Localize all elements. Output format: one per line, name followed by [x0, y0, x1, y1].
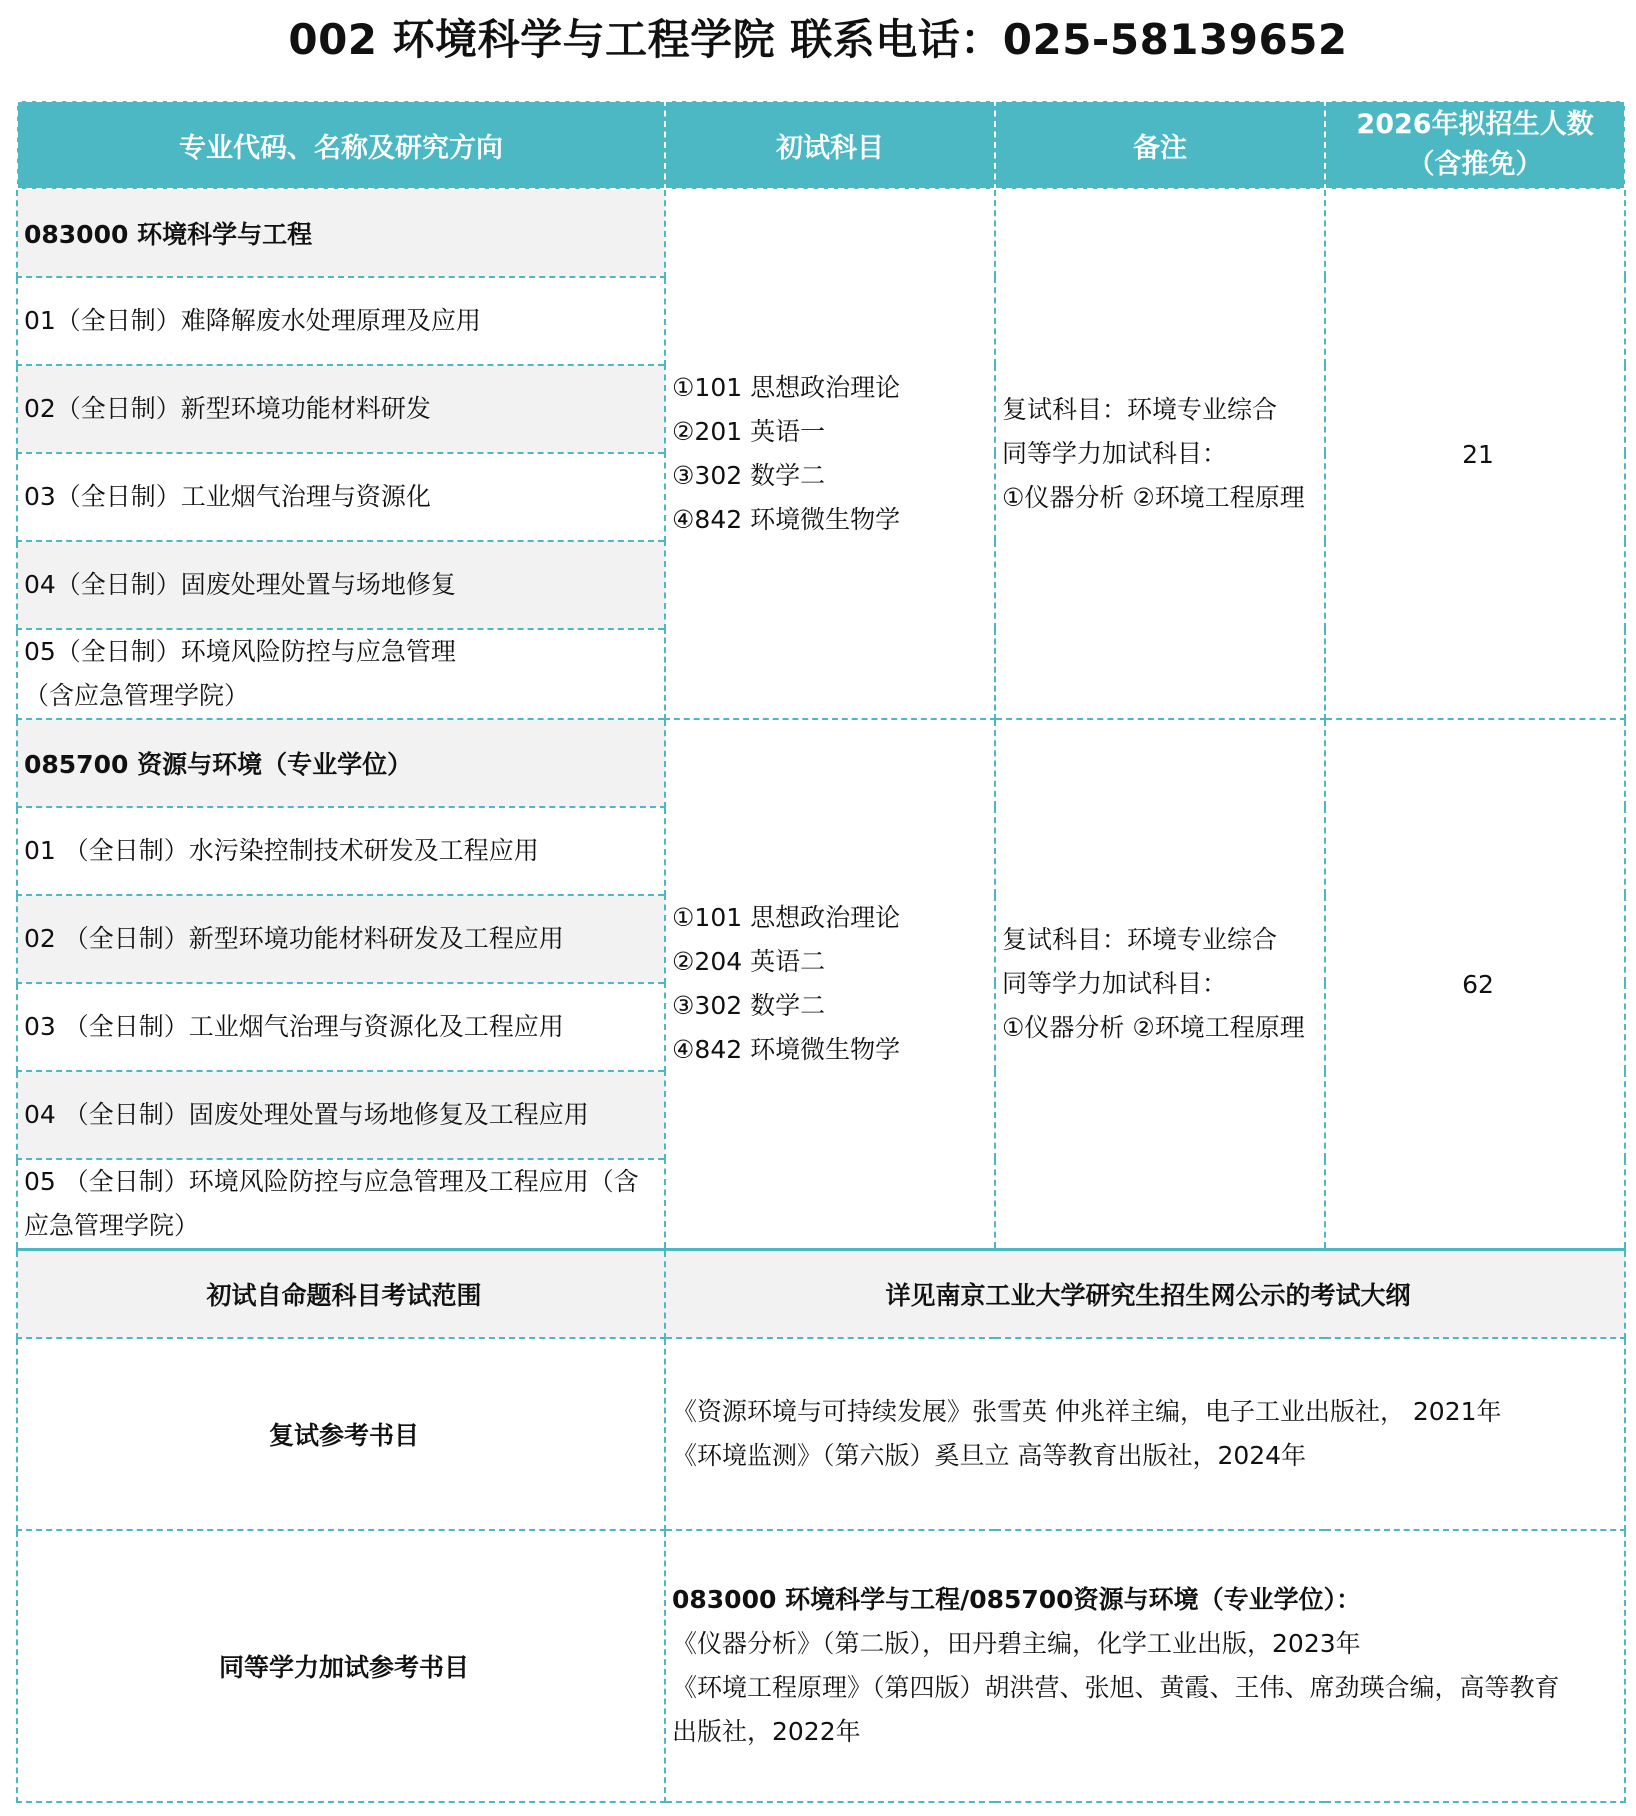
direction-item: 02（全日制）新型环境功能材料研发: [17, 365, 665, 453]
book-item: 《仪器分析》（第二版），田丹碧主编，化学工业出版，2023年: [672, 1628, 1361, 1658]
table-row: [17, 1530, 1625, 1802]
page-title: 002 环境科学与工程学院 联系电话：025-58139652: [288, 15, 1348, 64]
direction-item: 03 （全日制）工业烟气治理与资源化及工程应用: [17, 983, 665, 1071]
retest-books-label: 复试参考书目: [17, 1338, 665, 1530]
book-item: 《环境工程原理》（第四版）胡洪营、张旭、黄霞、王伟、席劲瑛合编，高等教育: [672, 1672, 1560, 1702]
retest-books: [665, 1338, 1625, 1530]
quota-value: 21: [1325, 189, 1625, 719]
header-quota: [1325, 101, 1625, 189]
notes-cell: [995, 189, 1325, 719]
direction-item: 03（全日制）工业烟气治理与资源化: [17, 453, 665, 541]
subject-item: ④842 环境微生物学: [672, 505, 901, 534]
direction-item: 02 （全日制）新型环境功能材料研发及工程应用: [17, 895, 665, 983]
direction-item: 04（全日制）固废处理处置与场地修复: [17, 541, 665, 629]
subject-item: ①101 思想政治理论: [672, 373, 901, 402]
header-quota-line2: （含推免）: [1407, 149, 1543, 180]
direction-item: 01（全日制）难降解废水处理原理及应用: [17, 277, 665, 365]
table-row: [17, 1338, 1625, 1530]
book-item: 出版社，2022年: [672, 1716, 861, 1746]
major-title: 083000 环境科学与工程: [17, 189, 665, 277]
header-notes: 备注: [995, 101, 1325, 189]
equiv-books-heading: 083000 环境科学与工程/085700资源与环境（专业学位）：: [672, 1584, 1362, 1614]
equiv-books-label: 同等学力加试参考书目: [17, 1530, 665, 1802]
header-subjects: 初试科目: [665, 101, 995, 189]
table-row: [17, 719, 1625, 807]
notes-cell: [995, 719, 1325, 1250]
scope-label: 初试自命题科目考试范围: [17, 1250, 665, 1338]
subject-item: ④842 环境微生物学: [672, 1035, 901, 1064]
exam-subjects: [665, 719, 995, 1250]
subject-item: ②201 英语一: [672, 417, 826, 446]
direction-item: [17, 1159, 665, 1250]
note-item: 复试科目：环境专业综合: [1002, 925, 1278, 954]
direction-line: 05（全日制）环境风险防控与应急管理: [24, 637, 456, 666]
note-item: 同等学力加试科目：: [1002, 439, 1228, 468]
direction-item: [17, 629, 665, 719]
note-item: 同等学力加试科目：: [1002, 969, 1228, 998]
note-item: ①仪器分析 ②环境工程原理: [1002, 1013, 1305, 1042]
header-quota-line1: 2026年拟招生人数: [1356, 109, 1594, 140]
quota-value: 62: [1325, 719, 1625, 1250]
header-major: 专业代码、名称及研究方向: [17, 101, 665, 189]
subject-item: ②204 英语二: [672, 947, 826, 976]
direction-line: （含应急管理学院）: [24, 681, 250, 710]
direction-line: 应急管理学院）: [24, 1211, 200, 1240]
major-title: 085700 资源与环境（专业学位）: [17, 719, 665, 807]
subject-item: ③302 数学二: [672, 991, 826, 1020]
scope-value: 详见南京工业大学研究生招生网公示的考试大纲: [665, 1250, 1625, 1338]
subject-item: ①101 思想政治理论: [672, 903, 901, 932]
admissions-table: [16, 100, 1626, 1803]
note-item: 复试科目：环境专业综合: [1002, 395, 1278, 424]
table-row: [17, 1250, 1625, 1338]
subject-item: ③302 数学二: [672, 461, 826, 490]
note-item: ①仪器分析 ②环境工程原理: [1002, 483, 1305, 512]
equiv-books: [665, 1530, 1625, 1802]
book-item: 《资源环境与可持续发展》张雪英 仲兆祥主编，电子工业出版社， 2021年: [672, 1396, 1502, 1426]
direction-item: 04 （全日制）固废处理处置与场地修复及工程应用: [17, 1071, 665, 1159]
header-row: [17, 101, 1625, 189]
table-row: [17, 189, 1625, 277]
direction-item: 01 （全日制）水污染控制技术研发及工程应用: [17, 807, 665, 895]
direction-line: 05 （全日制）环境风险防控与应急管理及工程应用（含: [24, 1167, 639, 1196]
book-item: 《环境监测》（第六版）奚旦立 高等教育出版社，2024年: [672, 1440, 1307, 1470]
exam-subjects: [665, 189, 995, 719]
